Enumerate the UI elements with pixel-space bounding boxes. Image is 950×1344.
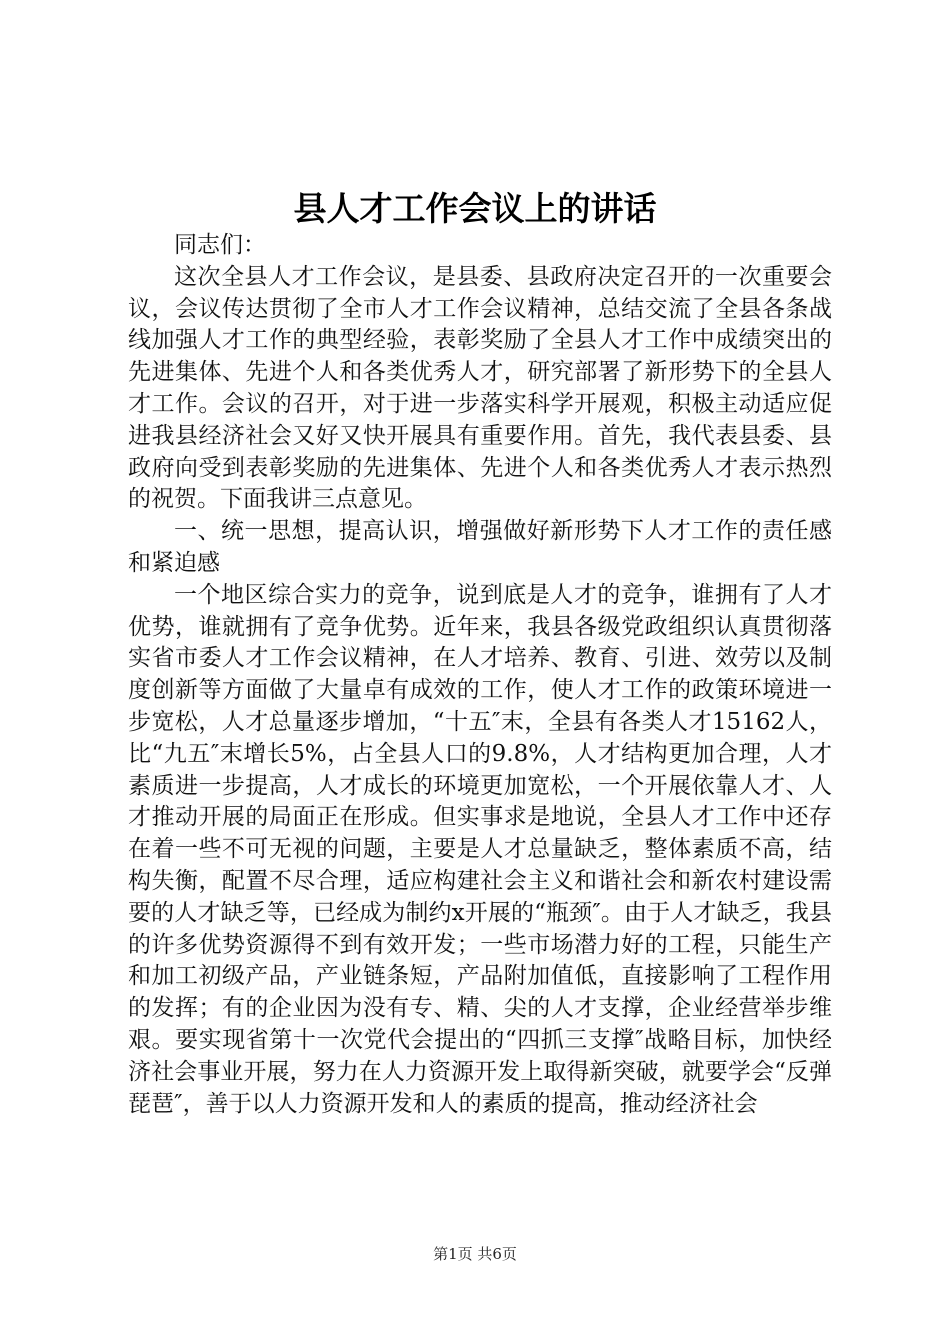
paragraph-intro: 这次全县人才工作会议，是县委、县政府决定召开的一次重要会议，会议传达贯彻了全市人才工作会议精神，总结交流了全县各条战线加强人才工作的典型经验，表彰奖励了全县人才工作中成绩突出的先进集体、先进个人和各类优秀人才，研究部署了新形势下的全县人才工作。会议的召开，对于进一步落实科学开展观，积极主动适应促进我县经济社会又好又快开展具有重要作用。首先，我代表县委、县政府向受到表彰奖励的先进集体、先进个人和各类优秀人才表示热烈的祝贺。下面我讲三点意见。	[128, 263, 832, 513]
section-heading-1: 一、统一思想，提高认识，增强做好新形势下人才工作的责任感和紧迫感	[128, 518, 832, 576]
salutation: 同志们：	[174, 232, 266, 258]
document-title: 县人才工作会议上的讲话	[293, 189, 657, 228]
paragraph-section-1: 一个地区综合实力的竞争，说到底是人才的竞争，谁拥有了人才优势，谁就拥有了竞争优势。近年来，我县各级党政组织认真贯彻落实省市委人才工作会议精神，在人才培养、教育、引进、效劳以及制度创新等方面做了大量卓有成效的工作，使人才工作的政策环境进一步宽松，人才总量逐步增加，“十五″末，全县有各类人才15162人，比“九五″末增长5%，占全县人口的9.8%，人才结构更加合理，人才素质进一步提高，人才成长的环境更加宽松，一个开展依靠人才、人才推动开展的局面正在形成。但实事求是地说，全县人才工作中还存在着一些不可无视的问题，主要是人才总量缺乏，整体素质不高，结构失衡，配置不尽合理，适应构建社会主义和谐社会和新农村建设需要的人才缺乏等，已经成为制约x开展的“瓶颈″。由于人才缺乏，我县的许多优势资源得不到有效开发；一些市场潜力好的工程，只能生产和加工初级产品，产业链条短，产品附加值低，直接影响了工程作用的发挥；有的企业因为没有专、精、尖的人才支撑，企业经营举步维艰。要实现省第十一次党代会提出的“四抓三支撑″战略目标，加快经济社会事业开展，努力在人力资源开发上取得新突破，就要学会“反弹琵琶″，善于以人力资源开发和人的素质的提高，推动经济社会	[128, 581, 832, 1117]
document-body	[128, 230, 832, 1120]
page-footer: 第1页 共6页	[433, 1245, 517, 1263]
